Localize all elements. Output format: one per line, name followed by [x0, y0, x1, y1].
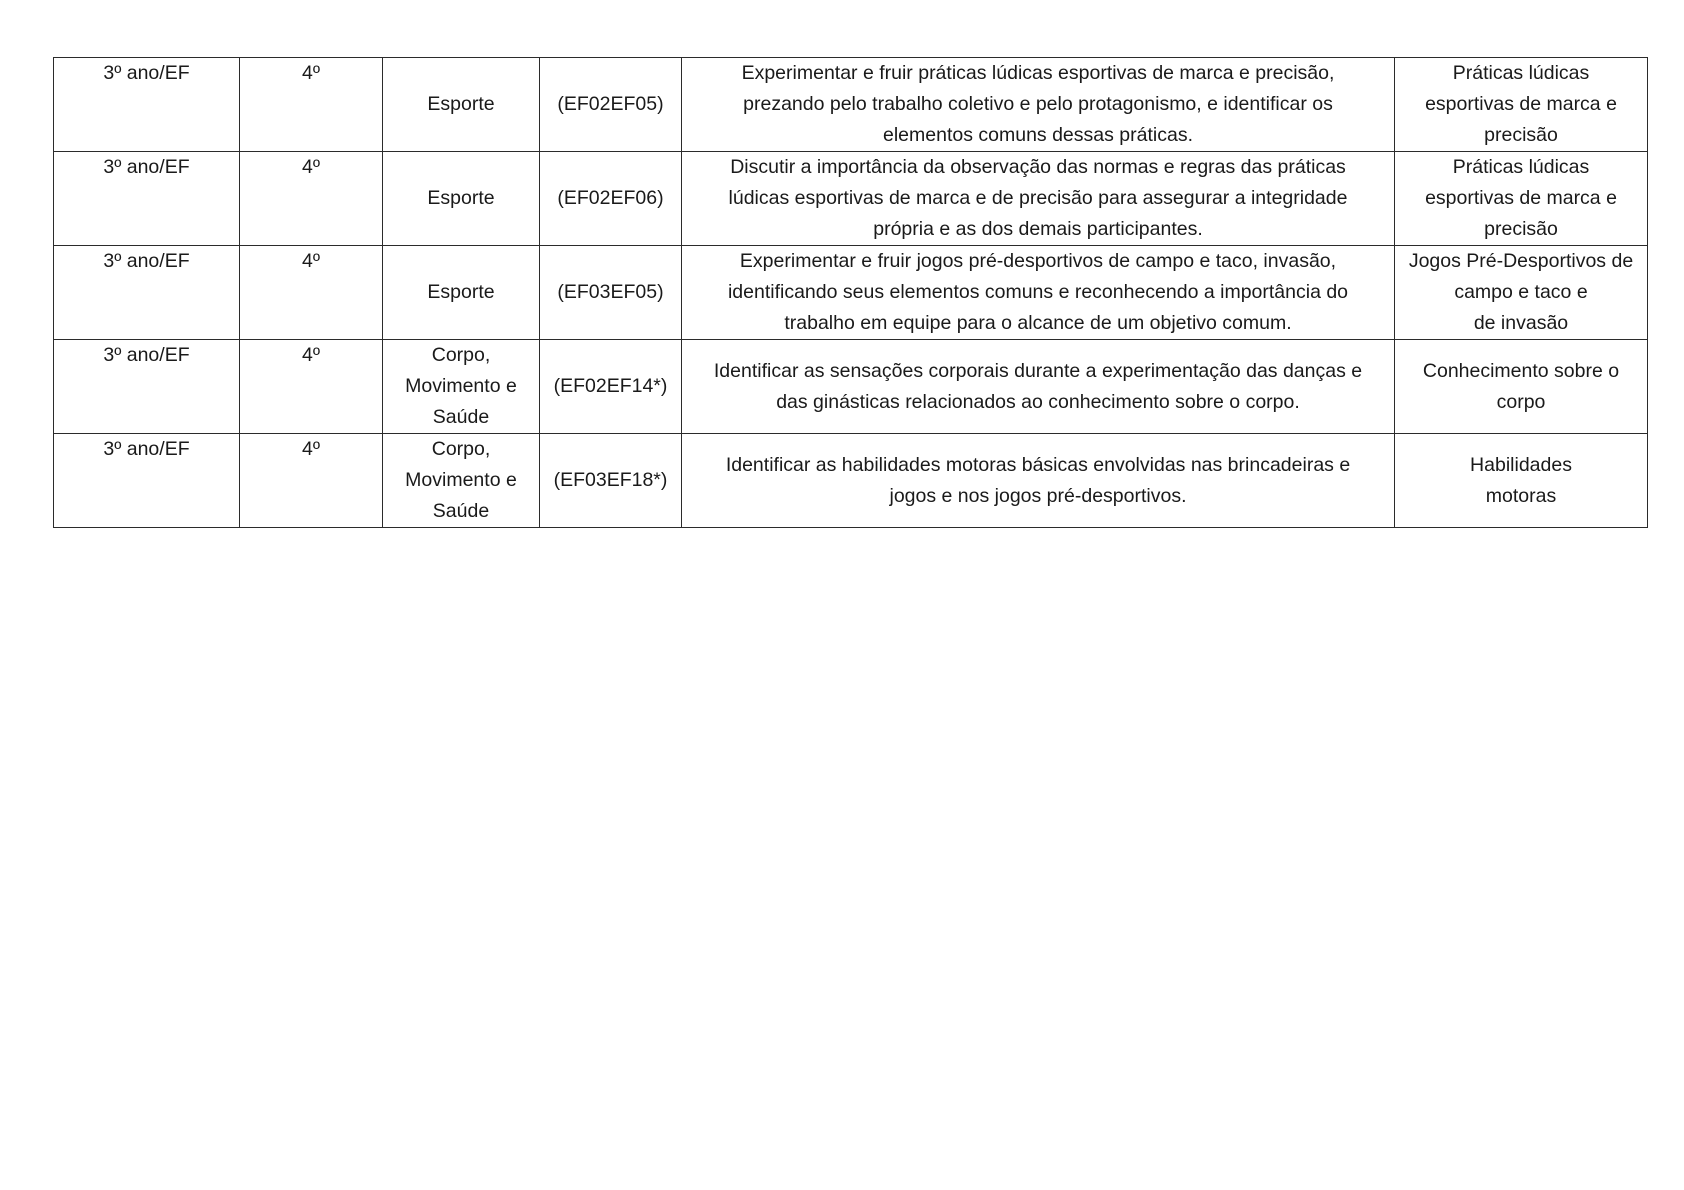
knowledge-object-cell: Habilidades motoras [1395, 434, 1648, 528]
year-cell: 3º ano/EF [54, 246, 240, 340]
year-cell: 3º ano/EF [54, 434, 240, 528]
skill-code-cell: (EF03EF05) [540, 246, 682, 340]
skill-description-cell: Identificar as habilidades motoras básicas envolvidas nas brincadeiras e jogos e nos jogos pré-desportivos. [682, 434, 1395, 528]
table-row [54, 434, 1648, 528]
thematic-unit-cell: Esporte [383, 152, 540, 246]
skill-description-cell: Experimentar e fruir jogos pré-desportivos de campo e taco, invasão, identificando seus elementos comuns e reconhecendo a importância do trabalho em equipe para o alcance de um objetivo comum. [682, 246, 1395, 340]
bimester-cell: 4º [240, 246, 383, 340]
curriculum-table [53, 57, 1648, 528]
bimester-cell: 4º [240, 340, 383, 434]
thematic-unit-cell: Corpo, Movimento e Saúde [383, 340, 540, 434]
table-row [54, 340, 1648, 434]
thematic-unit-cell: Esporte [383, 246, 540, 340]
knowledge-object-cell: Conhecimento sobre o corpo [1395, 340, 1648, 434]
knowledge-object-cell: Práticas lúdicas esportivas de marca e precisão [1395, 152, 1648, 246]
skill-description-cell: Identificar as sensações corporais durante a experimentação das danças e das ginásticas relacionados ao conhecimento sobre o corpo. [682, 340, 1395, 434]
table-row [54, 58, 1648, 152]
bimester-cell: 4º [240, 58, 383, 152]
year-cell: 3º ano/EF [54, 340, 240, 434]
bimester-cell: 4º [240, 434, 383, 528]
knowledge-object-cell: Jogos Pré-Desportivos de campo e taco e de invasão [1395, 246, 1648, 340]
skill-code-cell: (EF02EF14*) [540, 340, 682, 434]
table-row [54, 246, 1648, 340]
skill-description-cell: Experimentar e fruir práticas lúdicas esportivas de marca e precisão, prezando pelo trabalho coletivo e pelo protagonismo, e identificar os elementos comuns dessas práticas. [682, 58, 1395, 152]
bimester-cell: 4º [240, 152, 383, 246]
skill-code-cell: (EF02EF05) [540, 58, 682, 152]
skill-description-cell: Discutir a importância da observação das normas e regras das práticas lúdicas esportivas de marca e de precisão para assegurar a integridade própria e as dos demais participantes. [682, 152, 1395, 246]
year-cell: 3º ano/EF [54, 152, 240, 246]
knowledge-object-cell: Práticas lúdicas esportivas de marca e precisão [1395, 58, 1648, 152]
skill-code-cell: (EF02EF06) [540, 152, 682, 246]
skill-code-cell: (EF03EF18*) [540, 434, 682, 528]
thematic-unit-cell: Esporte [383, 58, 540, 152]
thematic-unit-cell: Corpo, Movimento e Saúde [383, 434, 540, 528]
year-cell: 3º ano/EF [54, 58, 240, 152]
table-row [54, 152, 1648, 246]
